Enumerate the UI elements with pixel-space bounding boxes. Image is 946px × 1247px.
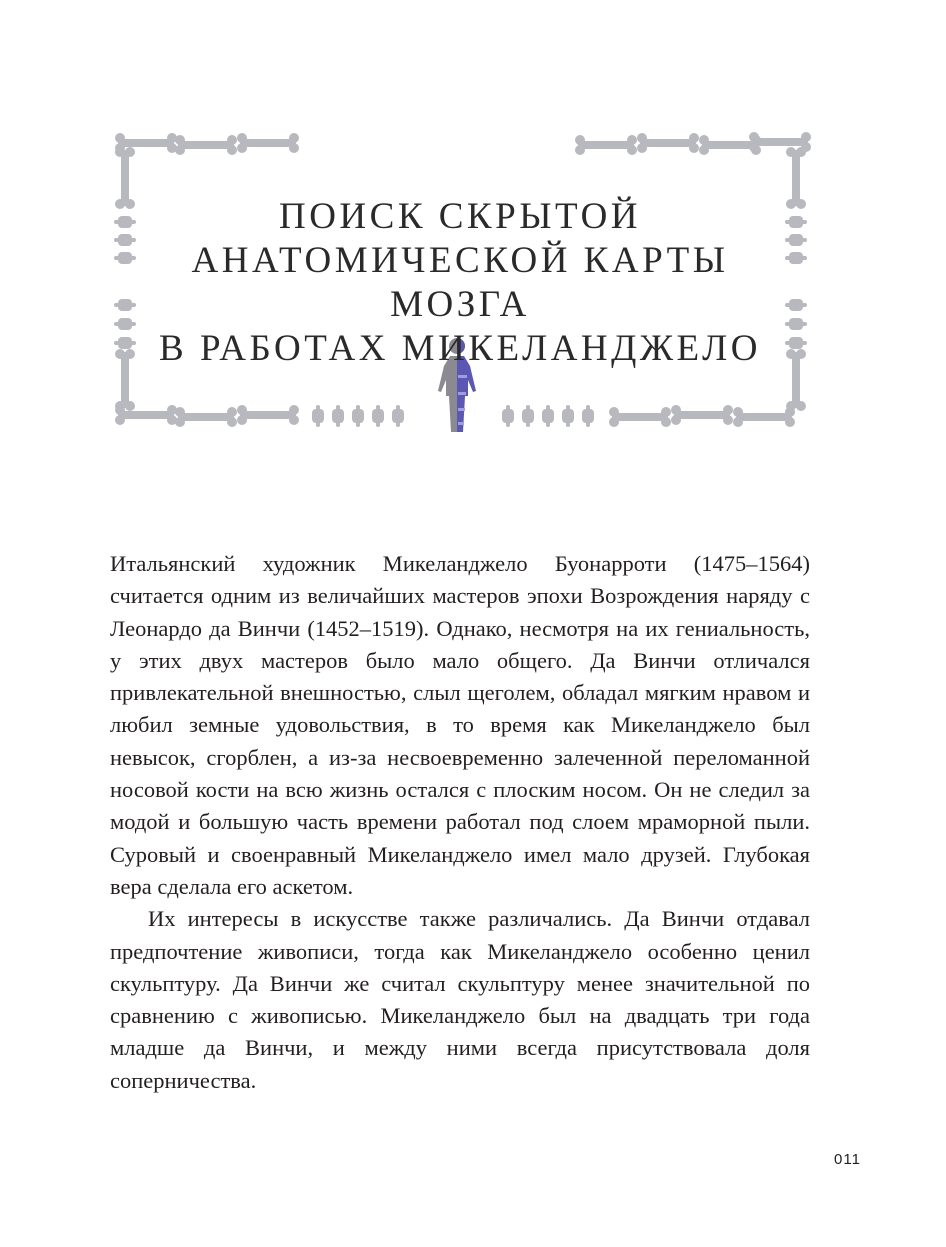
page-number: 011 — [834, 1151, 861, 1168]
chapter-title — [120, 195, 800, 371]
body-text — [110, 548, 810, 1097]
paragraph-2: Их интересы в искусстве также различались. Да Винчи отдавал предпочтение живописи, тогда как Микеланджело особенно ценил скульптуру. Да Винчи же считал скульптуру менее значительной по сравнению с живописью. Микеланджело был на двадцать три года младше да Винчи, и между ними всегда присутствовала доля соперничества. — [110, 906, 810, 1093]
title-line-1: ПОИСК СКРЫТОЙ — [278, 196, 642, 237]
paragraph-1: Итальянский художник Микеланджело Буонарроти (1475–1564) считается одним из величайших мастеров эпохи Возрождения наряду с Леонардо да Винчи (1452–1519). Однако, несмотря на их гениальность, у этих двух мастеров было мало общего. Да Винчи отличался привлекательной внешностью, слыл щеголем, обладал мягким нравом и любил земные удовольствия, в то время как Микеланджело был невысок, сгорблен, а из-за несвоевременно залеченной переломанной носовой кости на всю жизнь остался с плоским носом. Он не следил за модой и большую часть времени работал под слоем мраморной пыли. Суровый и своенравный Микеланджело имел мало друзей. Глубокая вера сделала его аскетом. — [110, 551, 810, 899]
title-line-2: АНАТОМИЧЕСКОЙ КАРТЫ МОЗГА — [191, 240, 729, 325]
title-line-3: В РАБОТАХ МИКЕЛАНДЖЕЛО — [159, 328, 761, 369]
